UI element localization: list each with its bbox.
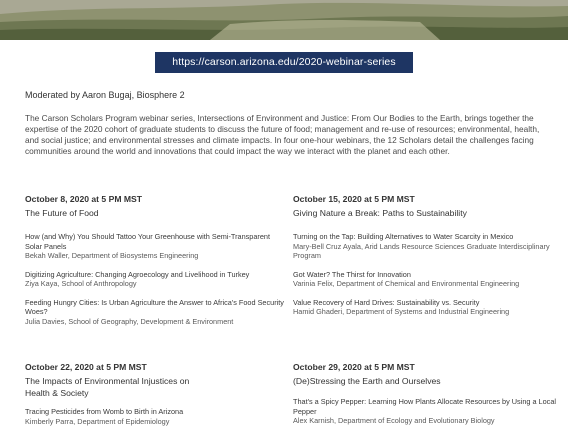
session-date: October 29, 2020 at 5 PM MST xyxy=(293,362,415,372)
session-date: October 22, 2020 at 5 PM MST xyxy=(25,362,147,372)
session-october-29 xyxy=(293,362,558,435)
session-date: October 15, 2020 at 5 PM MST xyxy=(293,194,415,204)
talk-speaker: Julia Davies, School of Geography, Development & Environment xyxy=(25,316,234,326)
talk-speaker: Alex Karnish, Department of Ecology and Evolutionary Biology xyxy=(293,416,495,425)
talk-speaker: Hamid Ghaderi, Department of Systems and Industrial Engineering xyxy=(293,307,510,316)
session-october-15 xyxy=(293,194,558,326)
talk-item xyxy=(25,232,285,261)
talk-title: That's a Spicy Pepper: Learning How Plants Allocate Resources by Using a Local Pepper xyxy=(293,397,557,416)
talk-speaker: Varinia Felix, Department of Chemical and Environmental Engineering xyxy=(293,279,520,288)
session-theme: (De)Stressing the Earth and Ourselves xyxy=(293,376,441,386)
talk-title: Value Recovery of Hard Drives: Sustainability vs. Security xyxy=(293,297,480,307)
moderator-line: Moderated by Aaron Bugaj, Biosphere 2 xyxy=(25,90,185,100)
talk-speaker: Mary-Bell Cruz Ayala, Arid Lands Resource Sciences Graduate Interdisciplinary Program xyxy=(293,241,550,260)
session-date: October 8, 2020 at 5 PM MST xyxy=(25,194,143,204)
talk-title: Feeding Hungry Cities: Is Urban Agriculture the Answer to Africa's Food Security Woes? xyxy=(25,297,284,316)
talk-speaker: Bekah Waller, Department of Biosystems Engineering xyxy=(25,251,199,260)
talk-item xyxy=(293,397,558,426)
talk-title: Got Water? The Thirst for Innovation xyxy=(293,269,411,279)
talk-title: Tracing Pesticides from Womb to Birth in Arizona xyxy=(25,407,184,416)
talk-speaker: Kimberly Parra, Department of Epidemiology xyxy=(25,416,170,426)
talk-item xyxy=(25,270,285,289)
talk-item xyxy=(25,298,285,327)
webinar-url-link[interactable]: https://carson.arizona.edu/2020-webinar-series xyxy=(155,52,413,73)
talk-title: How (and Why) You Should Tattoo Your Greenhouse with Semi-Transparent Solar Panels xyxy=(25,232,270,251)
header-landscape-photo xyxy=(0,0,568,40)
session-october-22 xyxy=(25,362,285,435)
talk-speaker: Ziya Kaya, School of Anthropology xyxy=(25,279,137,288)
session-october-8 xyxy=(25,194,285,335)
talk-item xyxy=(293,298,558,317)
session-theme: Giving Nature a Break: Paths to Sustainability xyxy=(293,208,467,218)
intro-paragraph: The Carson Scholars Program webinar series, Intersections of Environment and Justice: From Our Bodies to the Earth, brings together the expertise of the 2020 cohort of graduate students to discuss the future of food; management and re-use of resources; environmental, health, and social justice; and environmental stresses and climate impacts. In four one-hour webinars, the 12 Scholars detail the challenges facing communities around the world and innovations that could impact the way we interact with the planet and each other. xyxy=(25,113,540,156)
talk-item xyxy=(25,407,285,426)
talk-title: Digitizing Agriculture: Changing Agroecology and Livelihood in Turkey xyxy=(25,269,250,279)
talk-title: Turning on the Tap: Building Alternatives to Water Scarcity in Mexico xyxy=(293,232,514,241)
session-theme: The Future of Food xyxy=(25,208,99,218)
talk-item xyxy=(293,232,558,261)
landscape-image xyxy=(0,0,568,40)
session-theme: The Impacts of Environmental Injustices on Health & Society xyxy=(25,376,190,398)
talk-item xyxy=(293,270,558,289)
